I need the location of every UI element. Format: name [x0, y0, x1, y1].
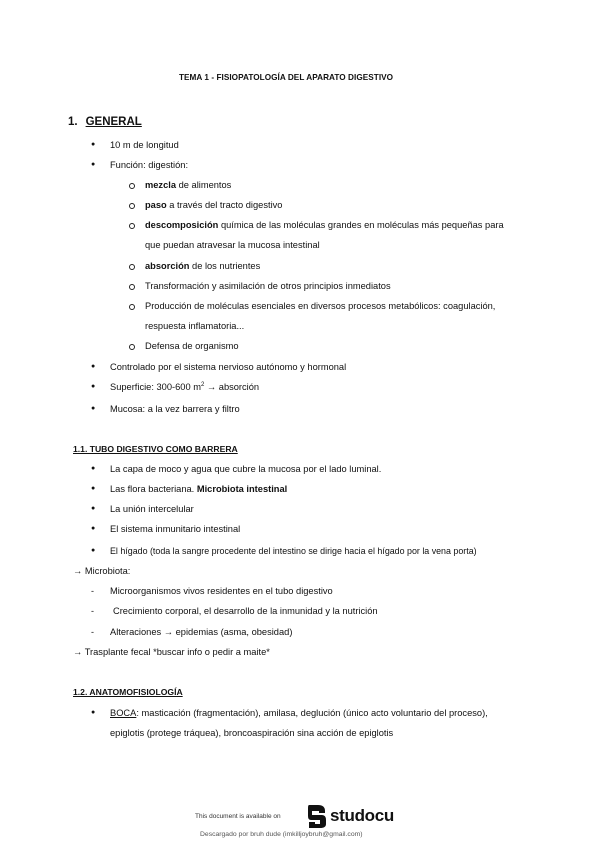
list-item: El sistema inmunitario intestinal [110, 524, 241, 534]
list-item: Defensa de organismo [145, 341, 239, 351]
circle-bullet-icon [129, 284, 135, 290]
bullet-icon: ● [91, 505, 96, 512]
list-item: paso a través del tracto digestivo [145, 200, 283, 210]
list-item: descomposición química de las moléculas grandes en moléculas más pequeñas para [145, 220, 504, 230]
section-label: GENERAL [85, 116, 142, 128]
list-item: mezcla de alimentos [145, 180, 232, 190]
list-item: Controlado por el sistema nervioso autónomo y hormonal [110, 362, 347, 372]
footer-available-text: This document is available on [195, 813, 281, 820]
circle-bullet-icon [129, 264, 135, 270]
list-item: Alteraciones → epidemias (asma, obesidad) [110, 627, 293, 637]
list-item: Transformación y asimilación de otros principios inmediatos [145, 281, 391, 291]
dash-bullet-icon: - [91, 627, 94, 637]
list-item: El hígado (toda la sangre procedente del intestino se dirige hacia el hígado por la vena porta) [110, 546, 477, 556]
bullet-icon: ● [91, 525, 96, 532]
dash-bullet-icon: - [91, 606, 94, 616]
circle-bullet-icon [129, 223, 135, 229]
list-item: 10 m de longitud [110, 140, 179, 150]
circle-bullet-icon [129, 183, 135, 189]
bullet-icon: ● [91, 161, 96, 168]
list-item-continuation: respuesta inflamatoria... [145, 321, 245, 331]
list-item-continuation: que puedan atravesar la mucosa intestinal [145, 240, 320, 250]
list-item: Crecimiento corporal, el desarrollo de la inmunidad y la nutrición [113, 606, 378, 616]
circle-bullet-icon [129, 203, 135, 209]
section-number: 1. [68, 116, 78, 128]
download-notice: Descargado por bruh dude (imkilljoybruh@gmail.com) [200, 831, 363, 838]
list-item: La unión intercelular [110, 504, 194, 514]
section-heading-anatomy: 1.2. ANATOMOFISIOLOGÍA [73, 687, 183, 697]
list-item: Función: digestión: [110, 160, 189, 170]
list-item: Superficie: 300-600 $m^2$ → absorción [110, 381, 260, 392]
circle-bullet-icon [129, 344, 135, 350]
bullet-icon: ● [91, 547, 96, 554]
bullet-icon: ● [91, 363, 96, 370]
section-heading-barrier: 1.1. TUBO DIGESTIVO COMO BARRERA [73, 444, 238, 454]
list-item: Mucosa: a la vez barrera y filtro [110, 404, 240, 414]
circle-bullet-icon [129, 304, 135, 310]
section-heading-general [68, 116, 142, 128]
document-title: TEMA 1 - FISIOPATOLOGÍA DEL APARATO DIGESTIVO [179, 73, 394, 82]
trasplante-note: → Trasplante fecal *buscar info o pedir a maite* [73, 647, 270, 657]
studocu-logo-icon [306, 803, 328, 829]
studocu-brand[interactable]: studocu [330, 806, 395, 825]
list-item-continuation: epiglotis (protege tráquea), broncoaspiración sina acción de epiglotis [110, 728, 394, 738]
bullet-icon: ● [91, 405, 96, 412]
list-item: Producción de moléculas esenciales en diversos procesos metabólicos: coagulación, [145, 301, 496, 311]
list-item: BOCA: masticación (fragmentación), amilasa, deglución (único acto voluntario del proceso), [110, 708, 488, 718]
list-item: Las flora bacteriana. Microbiota intestinal [110, 484, 288, 494]
bullet-icon: ● [91, 141, 96, 148]
dash-bullet-icon: - [91, 586, 94, 596]
list-item: absorción de los nutrientes [145, 261, 261, 271]
bullet-icon: ● [91, 383, 96, 390]
bullet-icon: ● [91, 709, 96, 716]
bullet-icon: ● [91, 465, 96, 472]
list-item: La capa de moco y agua que cubre la mucosa por el lado luminal. [110, 464, 382, 474]
list-item: Microorganismos vivos residentes en el tubo digestivo [110, 586, 333, 596]
bullet-icon: ● [91, 485, 96, 492]
microbiota-label: → Microbiota: [73, 566, 131, 576]
